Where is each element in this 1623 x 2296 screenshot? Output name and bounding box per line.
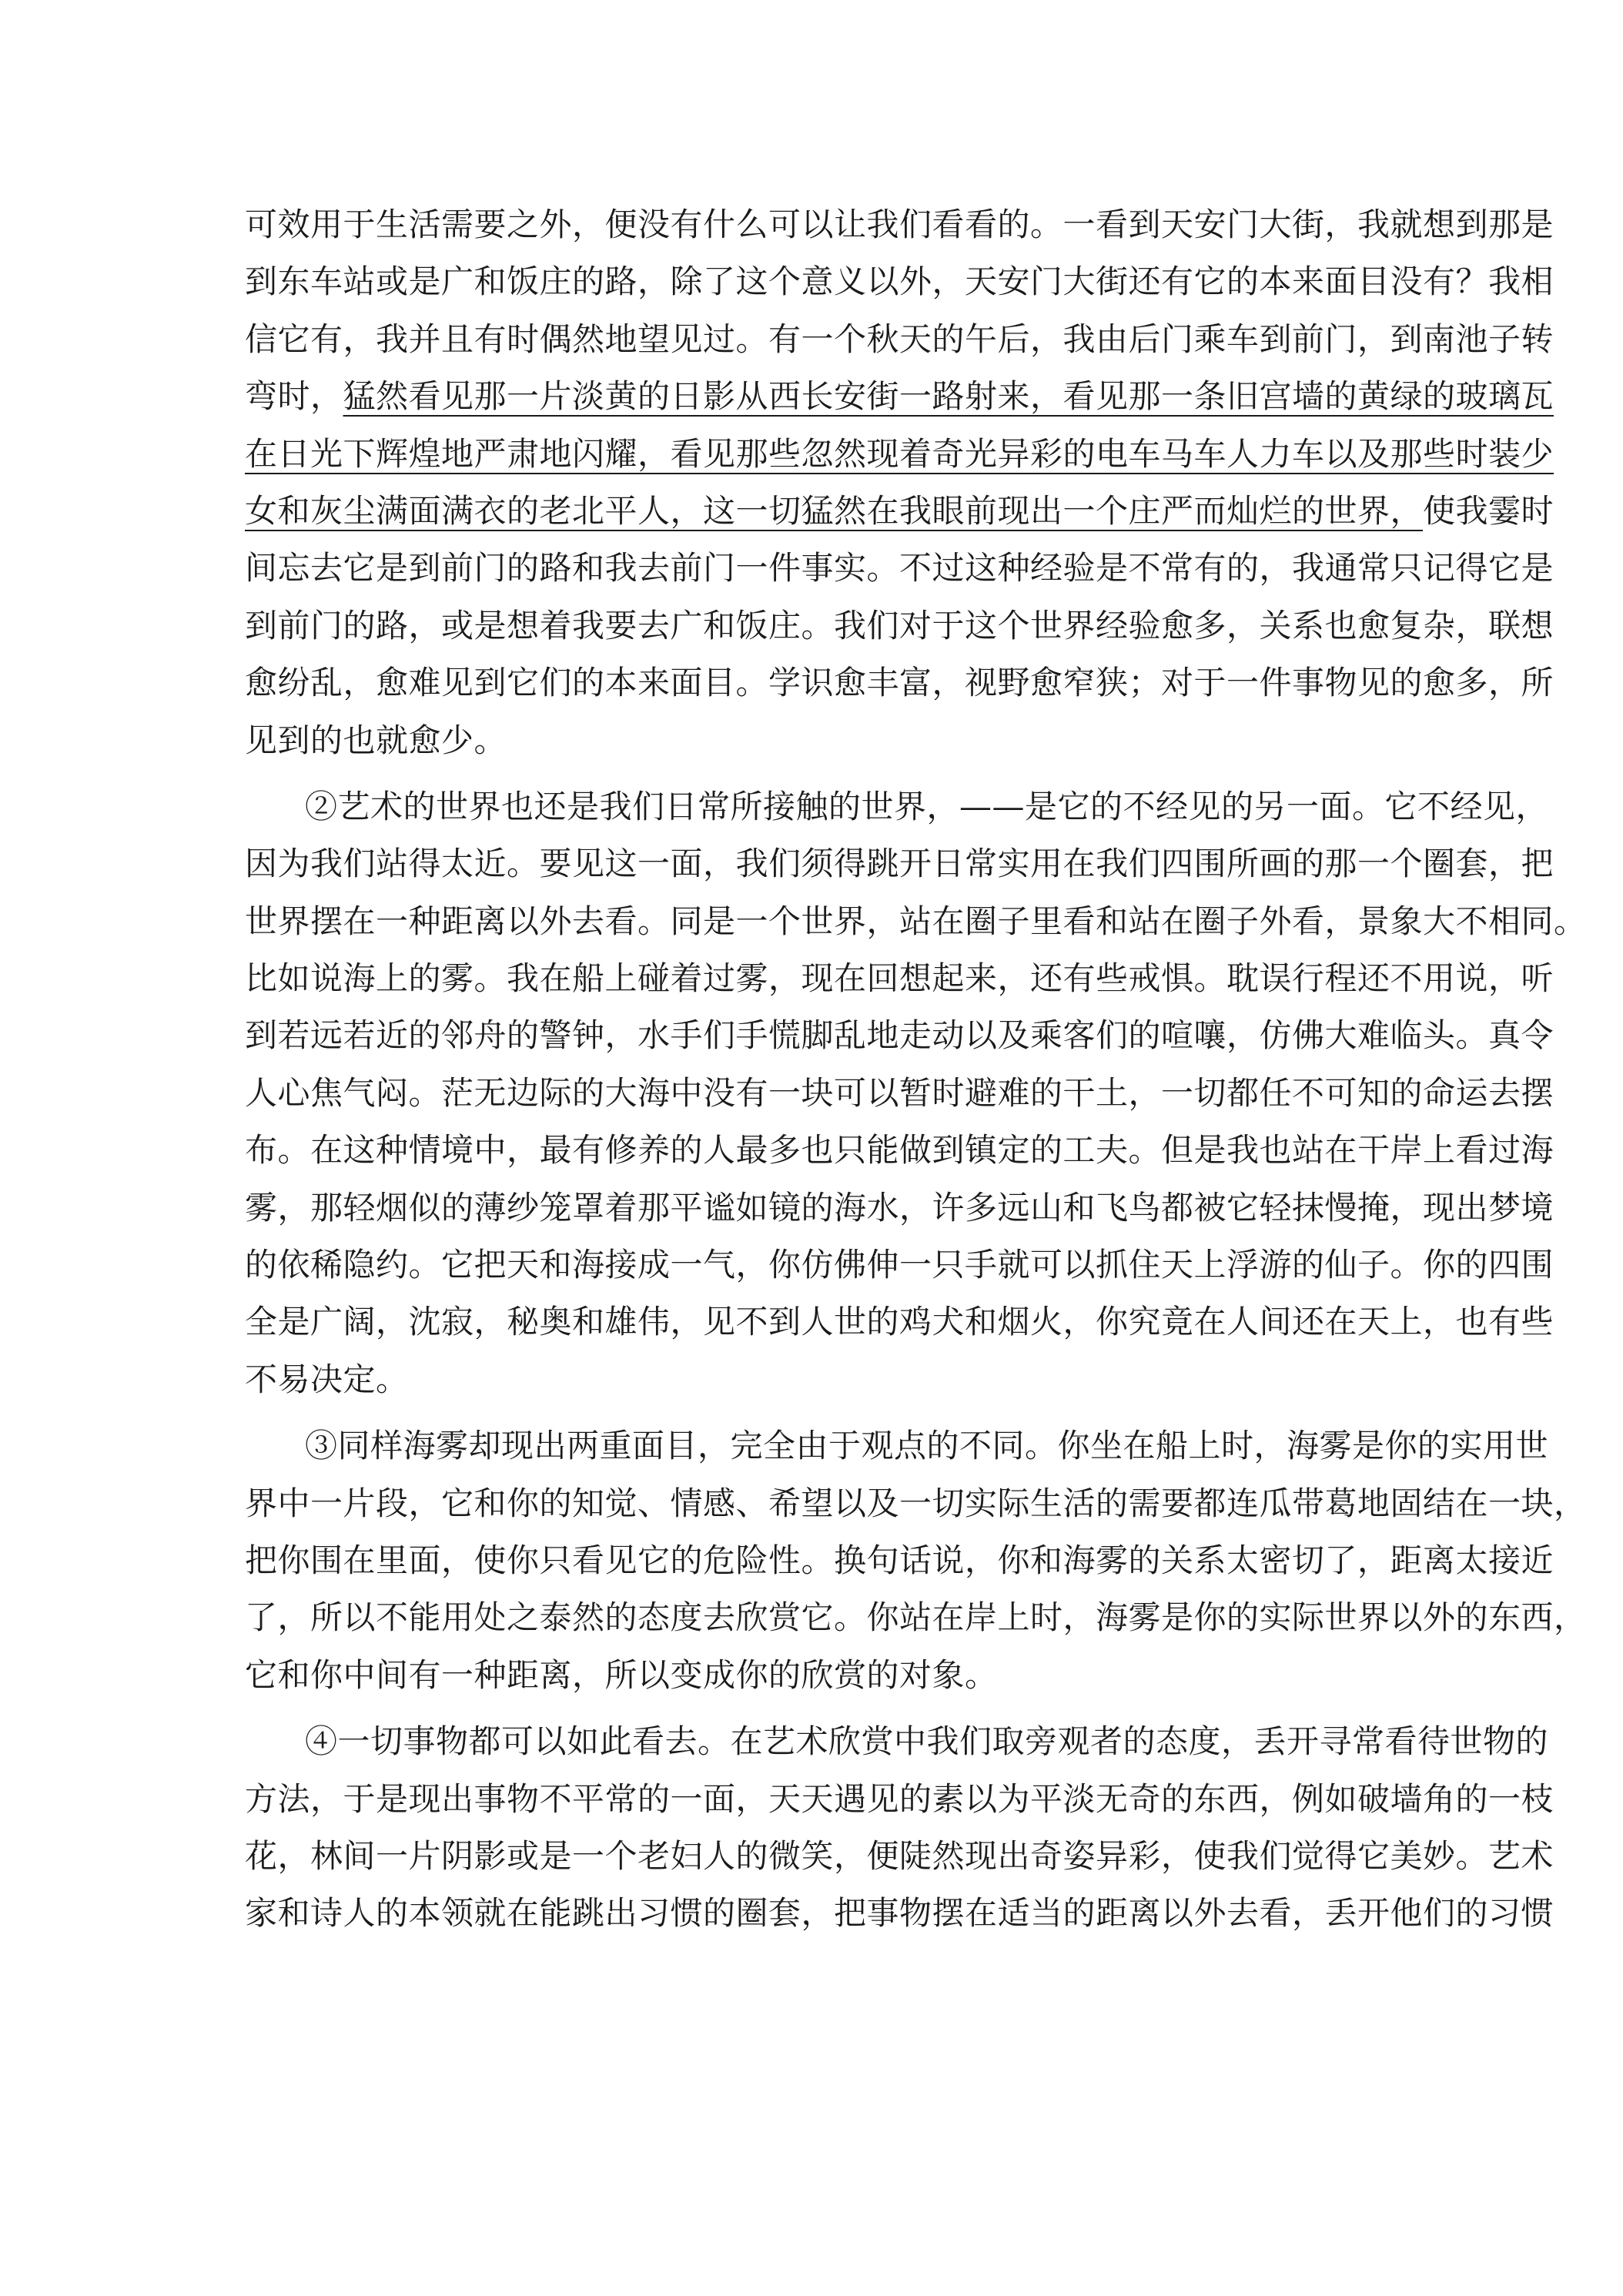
paragraph-4 [245, 1713, 1554, 1943]
underlined-text: 在日光下辉煌地严肃地闪耀，看见那些忽然现着奇光异彩的电车马车人力车以及那些时装少 [245, 434, 1554, 473]
text-line [245, 483, 1554, 540]
underlined-text: 猛然看见那一片淡黄的日影从西长安街一路射来，看见那一条旧宫墙的黄绿的玻璃瓦 [343, 377, 1554, 416]
text-line: ②艺术的世界也还是我们日常所接触的世界，——是它的不经见的另一面。它不经见， [305, 787, 1549, 825]
text-line: 家和诗人的本领就在能跳出习惯的圈套，把事物摆在适当的距离以外去看，丢开他们的习惯 [245, 1894, 1554, 1933]
text-line: 人心焦气闷。茫无边际的大海中没有一块可以暂时避难的干土，一切都任不可知的命运去摆 [245, 1073, 1554, 1112]
text-line: 到东车站或是广和饭庄的路，除了这个意义以外，天安门大街还有它的本来面目没有？我相 [245, 263, 1554, 301]
paragraph-1 [245, 196, 1554, 769]
text-line: 的依稀隐约。它把天和海接成一气，你仿佛伸一只手就可以抓住天上浮游的仙子。你的四围 [245, 1246, 1554, 1284]
text-line [245, 426, 1554, 483]
text-segment: 弯时， [245, 377, 343, 416]
text-line: 全是广阔，沈寂，秘奥和雄伟，见不到人世的鸡犬和烟火，你究竟在人间还在天上，也有些 [245, 1303, 1554, 1341]
document-page [245, 196, 1587, 1943]
text-line: 因为我们站得太近。要见这一面，我们须得跳开日常实用在我们四围所画的那一个圈套，把 [245, 845, 1554, 883]
text-line: 方法，于是现出事物不平常的一面，天天遇见的素以为平淡无奇的东西，例如破墙角的一枝 [245, 1779, 1554, 1818]
paragraph-3 [245, 1417, 1587, 1704]
text-segment: 使我霎时 [1423, 491, 1554, 530]
text-line: 比如说海上的雾。我在船上碰着过雾，现在回想起来，还有些戒惧。耽误行程还不用说，听 [245, 959, 1554, 998]
text-line: 世界摆在一种距离以外去看。同是一个世界，站在圈子里看和站在圈子外看，景象大不相同。 [245, 902, 1587, 940]
text-line: 可效用于生活需要之外，便没有什么可以让我们看看的。一看到天安门大街，我就想到那是 [245, 206, 1554, 243]
text-line: ③同样海雾却现出两重面目，完全由于观点的不同。你坐在船上时，海雾是你的实用世 [305, 1427, 1549, 1465]
text-line [245, 368, 1554, 425]
text-line: 它和你中间有一种距离，所以变成你的欣赏的对象。 [245, 1655, 998, 1694]
text-line: 到前门的路，或是想着我要去广和饭庄。我们对于这个世界经验愈多，关系也愈复杂，联想 [245, 606, 1554, 644]
text-line: 雾，那轻烟似的薄纱笼罩着那平谧如镜的海水，许多远山和飞鸟都被它轻抹慢掩，现出梦境 [245, 1188, 1554, 1227]
text-line: 信它有，我并且有时偶然地望见过。有一个秋天的午后，我由后门乘车到前门，到南池子转 [245, 320, 1554, 358]
text-line: 间忘去它是到前门的路和我去前门一件事实。不过这种经验是不常有的，我通常只记得它是 [245, 549, 1554, 587]
text-line: 把你围在里面，使你只看见它的危险性。换句话说，你和海雾的关系太密切了，距离太接近 [245, 1541, 1554, 1579]
text-line: 愈纷乱，愈难见到它们的本来面目。学识愈丰富，视野愈窄狭；对于一件事物见的愈多，所 [245, 664, 1554, 702]
text-line: 不易决定。 [245, 1360, 409, 1398]
underlined-text: 女和灰尘满面满衣的老北平人，这一切猛然在我眼前现出一个庄严而灿烂的世界， [245, 491, 1424, 530]
text-line: 花，林间一片阴影或是一个老妇人的微笑，便陡然现出奇姿异彩，使我们觉得它美妙。艺术 [245, 1836, 1554, 1875]
text-line: 了，所以不能用处之泰然的态度去欣赏它。你站在岸上时，海雾是你的实际世界以外的东西， [245, 1598, 1587, 1637]
text-line: 到若远若近的邻舟的警钟，水手们手慌脚乱地走动以及乘客们的喧嚷，仿佛大难临头。真令 [245, 1016, 1554, 1055]
text-line: 布。在这种情境中，最有修养的人最多也只能做到镇定的工夫。但是我也站在干岸上看过海 [245, 1131, 1554, 1170]
text-line: 界中一片段，它和你的知觉、情感、希望以及一切实际生活的需要都连瓜带葛地固结在一块， [245, 1484, 1587, 1522]
text-line: 见到的也就愈少。 [245, 721, 507, 759]
text-line: ④一切事物都可以如此看去。在艺术欣赏中我们取旁观者的态度，丢开寻常看待世物的 [305, 1722, 1549, 1761]
paragraph-2 [245, 778, 1587, 1408]
